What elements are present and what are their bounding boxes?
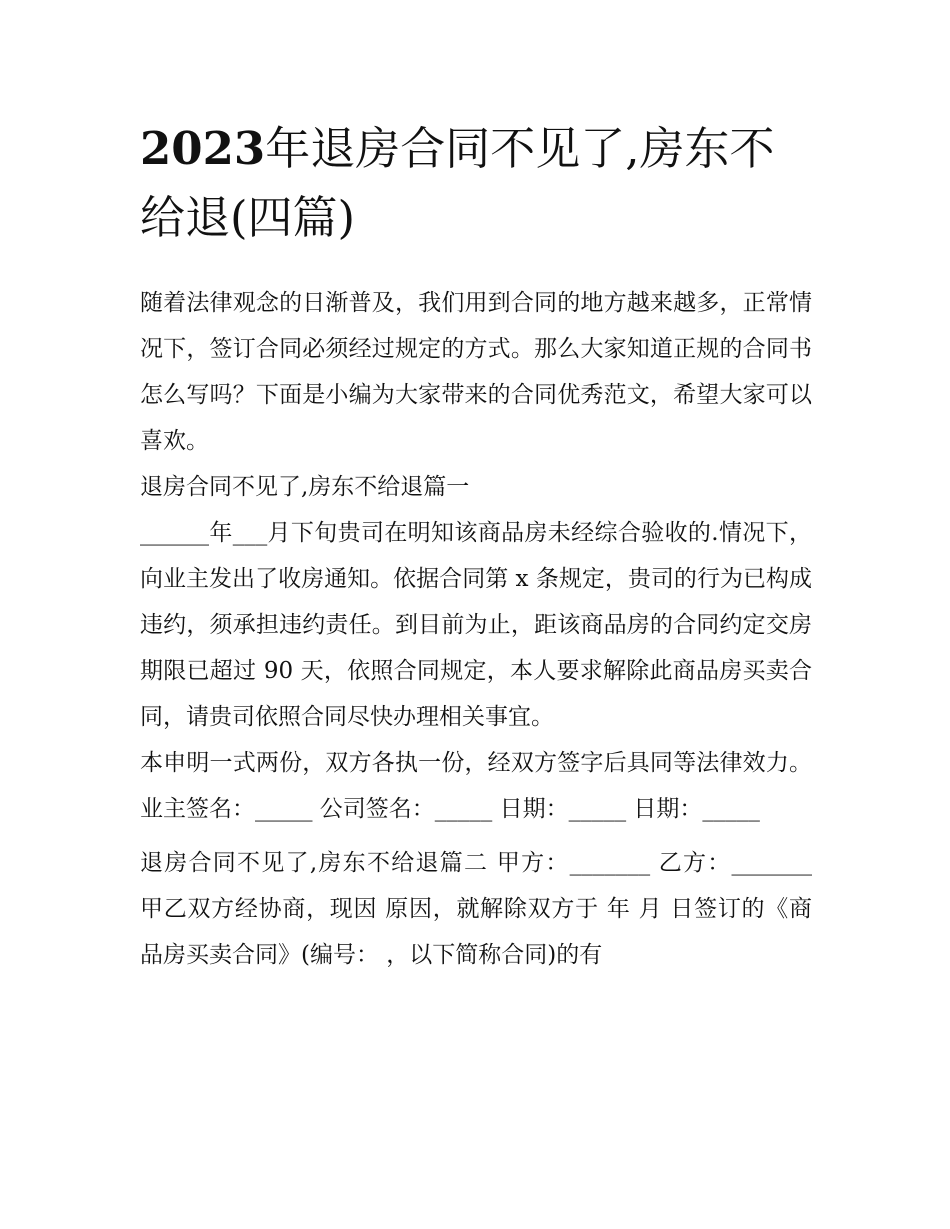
intro-paragraph: 随着法律观念的日渐普及，我们用到合同的地方越来越多，正常情况下，签订合同必须经过规定的方式。那么大家知道正规的合同书怎么写吗？下面是小编为大家带来的合同优秀范文，希望大家可以喜欢。 xyxy=(140,290,812,454)
title-text: 年退房合同不见了,房东不给退(四篇) xyxy=(140,122,775,244)
section-heading-1: 退房合同不见了,房东不给退篇一 xyxy=(140,474,470,500)
body-paragraph: ______年___月下旬贵司在明知该商品房未经综合验收的.情况下，向业主发出了收房通知。依据合同第 x 条规定，贵司的行为已构成违约，须承担违约责任。到目前为止，距该商品房的合同约定交房期限已超过 90 天，依照合同规定，本人要求解除此商品房买卖合同，请贵司依照合同尽快办理相关事宜。 xyxy=(140,520,812,730)
document-title xyxy=(140,114,812,252)
section-heading-2: 退房合同不见了,房东不给退篇二 甲方：_______ 乙方：_______ 甲乙双方经协商，现因 原因，就解除双方于 年 月 日签订的《商品房买卖合同》(编号： ，以下简称合同)的有 xyxy=(140,850,812,968)
body-paragraph: 本申明一式两份，双方各执一份，经双方签字后具同等法律效力。 业主签名：_____ 公司签名：_____ 日期：_____ 日期：_____ xyxy=(140,750,812,822)
title-year: 2023 xyxy=(140,122,266,175)
document-body xyxy=(140,280,812,978)
